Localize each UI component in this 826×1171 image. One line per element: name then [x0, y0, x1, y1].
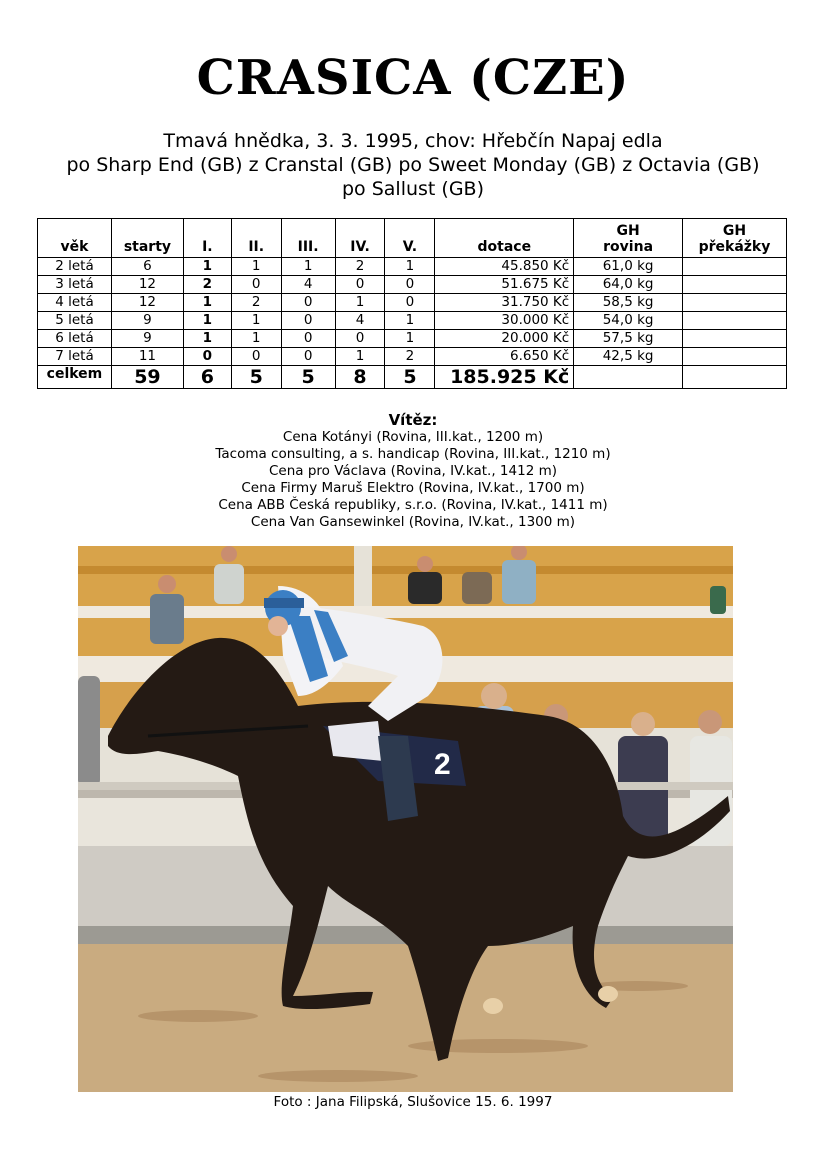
total-gh-jump: [683, 366, 787, 389]
cell-gh-jump: [683, 330, 787, 348]
cell-starts: 6: [111, 258, 183, 276]
wins-heading: Vítěz:: [388, 411, 438, 429]
header-starts: starty: [111, 219, 183, 258]
pedigree-line-1: Tmavá hnědka, 3. 3. 1995, chov: Hřebčín Napaj edla: [163, 130, 663, 152]
win-item: Cena pro Václava (Rovina, IV.kat., 1412 m): [269, 463, 557, 479]
cell-place-3: 0: [281, 312, 335, 330]
total-gh-flat: [574, 366, 683, 389]
cell-place-3: 0: [281, 330, 335, 348]
cell-starts: 11: [111, 348, 183, 366]
cell-gh-flat: 42,5 kg: [574, 348, 683, 366]
cell-prize: 6.650 Kč: [435, 348, 574, 366]
cell-gh-jump: [683, 258, 787, 276]
total-place-1: 6: [183, 366, 231, 389]
header-place-1: I.: [183, 219, 231, 258]
cell-gh-jump: [683, 312, 787, 330]
photo-caption: Foto : Jana Filipská, Slušovice 15. 6. 1997: [273, 1094, 553, 1110]
cell-prize: 45.850 Kč: [435, 258, 574, 276]
horse-name-title: CRASICA (CZE): [196, 50, 630, 106]
win-item: Cena Kotányi (Rovina, III.kat., 1200 m): [282, 429, 544, 445]
cell-age: 2 letá: [38, 258, 112, 276]
table-row: [38, 276, 787, 294]
cell-place-5: 1: [385, 330, 435, 348]
table-row: [38, 294, 787, 312]
header-prize: dotace: [435, 219, 574, 258]
header-gh-flat-bottom: rovina: [603, 239, 654, 255]
table-row: [38, 330, 787, 348]
horse-photo: [78, 546, 733, 1092]
cell-place-1: 1: [183, 294, 231, 312]
cell-starts: 9: [111, 312, 183, 330]
total-label: celkem: [38, 366, 112, 389]
header-place-3: III.: [281, 219, 335, 258]
cell-place-5: 1: [385, 312, 435, 330]
header-place-5: V.: [385, 219, 435, 258]
total-starts: 59: [111, 366, 183, 389]
cell-starts: 9: [111, 330, 183, 348]
total-place-3: 5: [281, 366, 335, 389]
table-row: [38, 348, 787, 366]
win-item: Cena ABB Česká republiky, s.r.o. (Rovina, IV.kat., 1411 m): [218, 497, 608, 513]
header-age: věk: [38, 219, 112, 258]
pedigree-line-2: po Sharp End (GB) z Cranstal (GB) po Sweet Monday (GB) z Octavia (GB): [66, 154, 760, 176]
cell-place-1: 1: [183, 330, 231, 348]
win-item: Tacoma consulting, a s. handicap (Rovina, III.kat., 1210 m): [215, 446, 611, 462]
cell-starts: 12: [111, 276, 183, 294]
cell-place-3: 0: [281, 294, 335, 312]
total-place-5: 5: [385, 366, 435, 389]
cell-place-3: 0: [281, 348, 335, 366]
cell-place-4: 2: [335, 258, 385, 276]
cell-gh-flat: 61,0 kg: [574, 258, 683, 276]
total-place-4: 8: [335, 366, 385, 389]
cell-place-5: 0: [385, 294, 435, 312]
wins-section: [0, 412, 826, 531]
cell-place-2: 1: [231, 312, 281, 330]
header-gh-jump: [683, 219, 787, 258]
cell-place-4: 4: [335, 312, 385, 330]
cell-place-2: 0: [231, 276, 281, 294]
pedigree-line-3: po Sallust (GB): [342, 178, 484, 200]
cell-age: 3 letá: [38, 276, 112, 294]
cell-gh-flat: 57,5 kg: [574, 330, 683, 348]
cell-place-4: 0: [335, 276, 385, 294]
cell-place-5: 1: [385, 258, 435, 276]
cell-prize: 20.000 Kč: [435, 330, 574, 348]
cell-gh-flat: 64,0 kg: [574, 276, 683, 294]
cell-gh-jump: [683, 348, 787, 366]
horse-photo-illustration: [78, 546, 733, 1092]
total-place-2: 5: [231, 366, 281, 389]
header-gh-jump-bottom: překážky: [698, 239, 771, 255]
cell-gh-jump: [683, 294, 787, 312]
cell-place-1: 0: [183, 348, 231, 366]
cell-place-2: 2: [231, 294, 281, 312]
cell-place-5: 2: [385, 348, 435, 366]
cell-prize: 30.000 Kč: [435, 312, 574, 330]
win-item: Cena Firmy Maruš Elektro (Rovina, IV.kat., 1700 m): [241, 480, 585, 496]
cell-prize: 31.750 Kč: [435, 294, 574, 312]
cell-gh-flat: 58,5 kg: [574, 294, 683, 312]
cell-gh-flat: 54,0 kg: [574, 312, 683, 330]
cell-age: 6 letá: [38, 330, 112, 348]
header-gh-flat: [574, 219, 683, 258]
cell-gh-jump: [683, 276, 787, 294]
cell-place-5: 0: [385, 276, 435, 294]
cell-age: 7 letá: [38, 348, 112, 366]
cell-place-4: 0: [335, 330, 385, 348]
header-gh-jump-top: GH: [722, 223, 747, 239]
header-place-2: II.: [231, 219, 281, 258]
table-row: [38, 312, 787, 330]
win-item: Cena Van Gansewinkel (Rovina, IV.kat., 1300 m): [250, 514, 576, 530]
cell-place-3: 4: [281, 276, 335, 294]
cell-place-4: 1: [335, 294, 385, 312]
cell-place-4: 1: [335, 348, 385, 366]
race-stats-table: [37, 218, 787, 389]
cell-place-1: 2: [183, 276, 231, 294]
table-row: [38, 258, 787, 276]
table-header-row: [38, 219, 787, 258]
cell-place-3: 1: [281, 258, 335, 276]
saddle-number: 2: [434, 748, 451, 781]
total-prize: 185.925 Kč: [435, 366, 574, 389]
cell-place-2: 1: [231, 330, 281, 348]
cell-place-1: 1: [183, 258, 231, 276]
header-gh-flat-top: GH: [616, 223, 640, 239]
cell-prize: 51.675 Kč: [435, 276, 574, 294]
header-place-4: IV.: [335, 219, 385, 258]
cell-age: 4 letá: [38, 294, 112, 312]
cell-place-2: 0: [231, 348, 281, 366]
cell-place-2: 1: [231, 258, 281, 276]
table-total-row: [38, 366, 787, 389]
cell-place-1: 1: [183, 312, 231, 330]
cell-age: 5 letá: [38, 312, 112, 330]
cell-starts: 12: [111, 294, 183, 312]
